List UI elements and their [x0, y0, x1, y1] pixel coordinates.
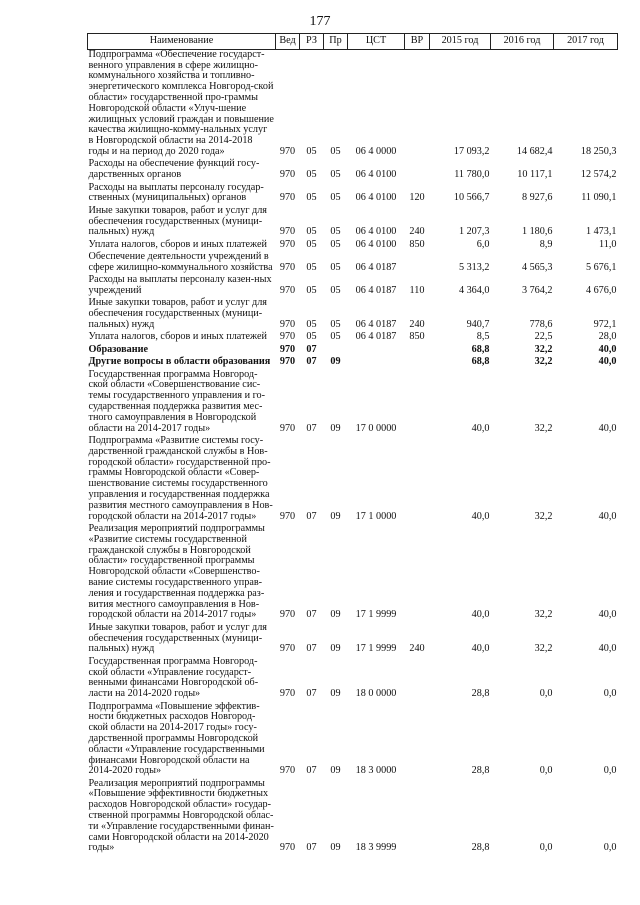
- cell-vr: [405, 357, 430, 369]
- cell-2015: 68,8: [471, 356, 490, 368]
- cell-vr: 240: [409, 319, 425, 331]
- cell-ved: 970: [279, 688, 296, 700]
- cell-2015: 17 093,2: [453, 145, 490, 157]
- cell-2015: 4 364,0: [458, 285, 490, 297]
- cell-pr: 05: [330, 192, 341, 204]
- cell-2015: 40,0: [471, 643, 490, 655]
- budget-table: [87, 33, 618, 856]
- cell-cst: 18 3 0000: [355, 765, 397, 777]
- table-row: [88, 159, 618, 182]
- cell-2017: 0,0: [603, 688, 617, 700]
- cell-name: Государственная программа Новгород-ской области «Совершенствование сис-темы государственного управления и го-сударственная поддержка развития мес-тного самоуправления в Новгородской области на 2014-2017 годы»: [88, 368, 266, 434]
- header-2016: 2016 год: [491, 34, 554, 50]
- cell-name: Расходы на обеспечение функций госу-дарственных органов: [88, 158, 260, 181]
- cell-ved: 970: [279, 643, 296, 655]
- header-pr: Пр: [324, 34, 348, 50]
- cell-2015: 6,0: [476, 238, 490, 250]
- cell-rz: 07: [306, 688, 317, 700]
- cell-pr: 05: [330, 285, 341, 297]
- table-row: [88, 49, 618, 159]
- header-2017: 2017 год: [554, 34, 618, 50]
- header-vr: ВР: [405, 34, 430, 50]
- cell-2016: 32,2: [534, 643, 553, 655]
- cell-ved: 970: [279, 261, 296, 273]
- table-row: [88, 657, 618, 702]
- cell-2016: 8,9: [539, 238, 553, 250]
- cell-2017: 18 250,3: [580, 145, 617, 157]
- cell-rz: 05: [306, 331, 317, 343]
- cell-ved: 970: [279, 192, 296, 204]
- cell-2015: 28,8: [471, 765, 490, 777]
- cell-rz: 05: [306, 261, 317, 273]
- cell-2015: 40,0: [471, 422, 490, 434]
- cell-2017: 11,0: [599, 238, 617, 250]
- cell-name: Реализация мероприятий подпрограммы «Развитие системы государственной гражданской службы в Новгородской области» государственной программы Новгородской области «Совершенство-вание системы государственного управ-ления и государственная поддержка раз-вития местного самоуправления в Нов-городской области на 2014-2017 годы»: [88, 522, 265, 621]
- cell-2016: 3 764,2: [521, 285, 553, 297]
- cell-2016: 32,2: [534, 422, 553, 434]
- cell-cst: 06 4 0187: [355, 331, 397, 343]
- cell-name: Расходы на выплаты персоналу казен-ных учреждений: [88, 274, 272, 297]
- cell-vr: [405, 345, 430, 357]
- cell-rz: 07: [306, 765, 317, 777]
- cell-vr: [405, 436, 430, 524]
- cell-cst: 06 4 0187: [355, 285, 397, 297]
- cell-pr: 09: [330, 356, 341, 368]
- cell-2015: 40,0: [471, 609, 490, 621]
- cell-pr: 05: [330, 226, 341, 238]
- cell-ved: 970: [279, 319, 296, 331]
- cell-cst: 17 0 0000: [355, 422, 397, 434]
- cell-ved: 970: [279, 226, 296, 238]
- table-row: [88, 252, 618, 275]
- cell-cst: 06 4 0100: [355, 169, 397, 181]
- table-row: [88, 298, 618, 332]
- header-name: Наименование: [88, 34, 276, 50]
- cell-name: Уплата налогов, сборов и иных платежей: [88, 238, 267, 250]
- cell-2017: 0,0: [603, 765, 617, 777]
- cell-name: Подпрограмма «Обеспечение государст-венного управления в сфере жилищно-коммунального хозяйства и топливно-энергетического комплекса Новгород-ской области» государственной про-граммы Новгородской области «Улуч-шение жилищных условий граждан и повышение качества жилищно-комму-нальных услуг в Новгородской области на 2014-2018 годы и на период до 2020 года»: [88, 48, 274, 157]
- cell-vr: [405, 159, 430, 182]
- cell-name: Подпрограмма «Развитие системы госу-дарственной гражданской службы в Нов-городской области» государственной про-граммы Новгородской области «Совер-шенствование системы государственного управления и государственная поддержка развития местного самоуправления в Нов-городской области на 2014-2017 годы»: [88, 435, 273, 522]
- cell-2017: 4 676,0: [585, 285, 617, 297]
- cell-pr: 09: [330, 688, 341, 700]
- cell-vr: 120: [409, 192, 425, 204]
- cell-name: Иные закупки товаров, работ и услуг для обеспечения государственных (муници-пальных) нужд: [88, 204, 267, 238]
- cell-pr: 05: [330, 238, 341, 250]
- cell-rz: 07: [306, 510, 317, 522]
- cell-ved: 970: [279, 356, 296, 368]
- cell-2016: 778,6: [529, 319, 553, 331]
- cell-ved: 970: [279, 609, 296, 621]
- cell-2017: 40,0: [598, 343, 617, 355]
- cell-ved: 970: [279, 145, 296, 157]
- cell-ved: 970: [279, 169, 296, 181]
- cell-2016: 10 117,1: [517, 169, 553, 181]
- cell-rz: 05: [306, 145, 317, 157]
- cell-2017: 28,0: [598, 331, 617, 343]
- cell-rz: 05: [306, 192, 317, 204]
- cell-2017: 40,0: [598, 422, 617, 434]
- cell-vr: 240: [409, 226, 425, 238]
- table-row: [88, 779, 618, 856]
- cell-pr: 09: [330, 609, 341, 621]
- cell-ved: 970: [279, 331, 296, 343]
- cell-2016: 0,0: [539, 842, 553, 854]
- table-row: [88, 206, 618, 240]
- cell-cst: 18 0 0000: [355, 688, 397, 700]
- cell-2017: 5 676,1: [585, 261, 617, 273]
- cell-ved: 970: [279, 510, 296, 522]
- table-header-row: [88, 34, 618, 50]
- cell-rz: 05: [306, 226, 317, 238]
- cell-2016: 4 565,3: [521, 261, 553, 273]
- cell-pr: 05: [330, 169, 341, 181]
- cell-2015: 28,8: [471, 688, 490, 700]
- cell-name: Обеспечение деятельности учреждений в сфере жилищно-коммунального хозяйства: [88, 251, 273, 273]
- table-row: [88, 370, 618, 436]
- cell-name: Другие вопросы в области образования: [88, 356, 271, 368]
- cell-ved: 970: [279, 238, 296, 250]
- cell-cst: 17 1 0000: [355, 510, 397, 522]
- cell-ved: 970: [279, 343, 296, 355]
- page-number: 177: [309, 14, 331, 29]
- header-cst: ЦСТ: [348, 34, 405, 50]
- cell-2017: 972,1: [593, 319, 617, 331]
- cell-name: Государственная программа Новгород-ской области «Управление государст-венными финансами Новгородской об-ласти на 2014-2020 годы»: [88, 655, 259, 700]
- cell-rz: 07: [306, 609, 317, 621]
- cell-rz: 07: [306, 643, 317, 655]
- table-row: [88, 623, 618, 657]
- cell-2016: 22,5: [534, 331, 553, 343]
- cell-2016: 0,0: [539, 765, 553, 777]
- cell-pr: 05: [330, 319, 341, 331]
- cell-ved: 970: [279, 422, 296, 434]
- table-row: [88, 332, 618, 344]
- cell-2016: 32,2: [534, 343, 553, 355]
- cell-vr: 240: [409, 643, 425, 655]
- table-row: [88, 183, 618, 206]
- cell-rz: 07: [306, 356, 317, 368]
- table-row: [88, 524, 618, 623]
- cell-2017: 11 090,1: [581, 192, 617, 204]
- cell-pr: 09: [330, 842, 341, 854]
- cell-pr: 09: [330, 643, 341, 655]
- cell-pr: 09: [330, 765, 341, 777]
- cell-cst: [348, 345, 405, 357]
- table-row: [88, 702, 618, 779]
- header-rz: РЗ: [300, 34, 324, 50]
- cell-2015: 28,8: [471, 842, 490, 854]
- cell-cst: 17 1 9999: [355, 643, 397, 655]
- header-2015: 2015 год: [430, 34, 491, 50]
- table-row: [88, 436, 618, 524]
- cell-cst: 06 4 0100: [355, 238, 397, 250]
- cell-name: Подпрограмма «Повышение эффектив-ности бюджетных расходов Новгород-ской области на 2014-2017 годы» госу-дарственной программы Новгородской области «Управление государственными финансами Новгородской области на 2014-2020 годы»: [88, 700, 265, 777]
- cell-2016: 32,2: [534, 510, 553, 522]
- cell-vr: 850: [409, 238, 425, 250]
- cell-2016: 32,2: [534, 609, 553, 621]
- cell-2015: 10 566,7: [453, 192, 490, 204]
- cell-2017: 40,0: [598, 510, 617, 522]
- cell-2017: 40,0: [598, 356, 617, 368]
- table-body: [88, 49, 618, 856]
- cell-vr: [405, 657, 430, 702]
- cell-pr: 09: [330, 422, 341, 434]
- cell-2016: 32,2: [534, 356, 553, 368]
- cell-rz: 05: [306, 238, 317, 250]
- cell-name: Расходы на выплаты персоналу государ-ственных (муниципальных) органов: [88, 181, 264, 204]
- cell-rz: 05: [306, 285, 317, 297]
- cell-name: Иные закупки товаров, работ и услуг для обеспечения государственных (муници-пальных) нужд: [88, 621, 267, 655]
- cell-2015: 940,7: [466, 319, 490, 331]
- cell-2015: 8,5: [476, 331, 490, 343]
- cell-rz: 07: [306, 343, 317, 355]
- cell-2015: 11 780,0: [454, 169, 490, 181]
- cell-2017: 1 473,1: [585, 226, 617, 238]
- cell-vr: [405, 252, 430, 275]
- cell-vr: [405, 702, 430, 779]
- table-row: [88, 357, 618, 369]
- cell-cst: 06 4 0100: [355, 226, 397, 238]
- cell-cst: 06 4 0100: [355, 192, 397, 204]
- cell-2015: 5 313,2: [458, 261, 490, 273]
- header-ved: Вед: [276, 34, 300, 50]
- cell-2016: 0,0: [539, 688, 553, 700]
- cell-2016: 14 682,4: [516, 145, 553, 157]
- cell-cst: 18 3 9999: [355, 842, 397, 854]
- cell-vr: [405, 370, 430, 436]
- cell-2017: 40,0: [598, 609, 617, 621]
- cell-ved: 970: [279, 765, 296, 777]
- cell-rz: 07: [306, 842, 317, 854]
- cell-2015: 68,8: [471, 343, 490, 355]
- cell-2017: 12 574,2: [580, 169, 617, 181]
- cell-2017: 0,0: [603, 842, 617, 854]
- cell-pr: 05: [330, 331, 341, 343]
- cell-ved: 970: [279, 842, 296, 854]
- cell-cst: 17 1 9999: [355, 609, 397, 621]
- cell-vr: [405, 524, 430, 623]
- cell-pr: 09: [330, 510, 341, 522]
- cell-vr: [405, 779, 430, 856]
- cell-cst: 06 4 0187: [355, 319, 397, 331]
- cell-name: Уплата налогов, сборов и иных платежей: [88, 331, 267, 343]
- cell-2016: 8 927,6: [521, 192, 553, 204]
- cell-rz: 05: [306, 169, 317, 181]
- cell-2015: 1 207,3: [458, 226, 490, 238]
- cell-rz: 05: [306, 319, 317, 331]
- cell-2015: 40,0: [471, 510, 490, 522]
- cell-2016: 1 180,6: [521, 226, 553, 238]
- cell-pr: 05: [330, 261, 341, 273]
- cell-cst: [348, 357, 405, 369]
- cell-pr: 05: [330, 145, 341, 157]
- cell-vr: 110: [409, 285, 425, 297]
- cell-name: Образование: [88, 343, 149, 355]
- cell-2017: 40,0: [598, 643, 617, 655]
- cell-vr: [405, 49, 430, 159]
- cell-name: Иные закупки товаров, работ и услуг для обеспечения государственных (муници-пальных) нужд: [88, 297, 267, 331]
- table-row: [88, 275, 618, 298]
- cell-rz: 07: [306, 422, 317, 434]
- cell-name: Реализация мероприятий подпрограммы «Повышение эффективности бюджетных расходов Новгородской области» государ-ственной программы Новгородской облас-ти «Управление государственными финан-сами Новгородской области на 2014-2020 годы»: [88, 777, 274, 854]
- cell-ved: 970: [279, 285, 296, 297]
- cell-vr: 850: [409, 331, 425, 343]
- cell-cst: 06 4 0187: [355, 261, 397, 273]
- cell-cst: 06 4 0000: [355, 145, 397, 157]
